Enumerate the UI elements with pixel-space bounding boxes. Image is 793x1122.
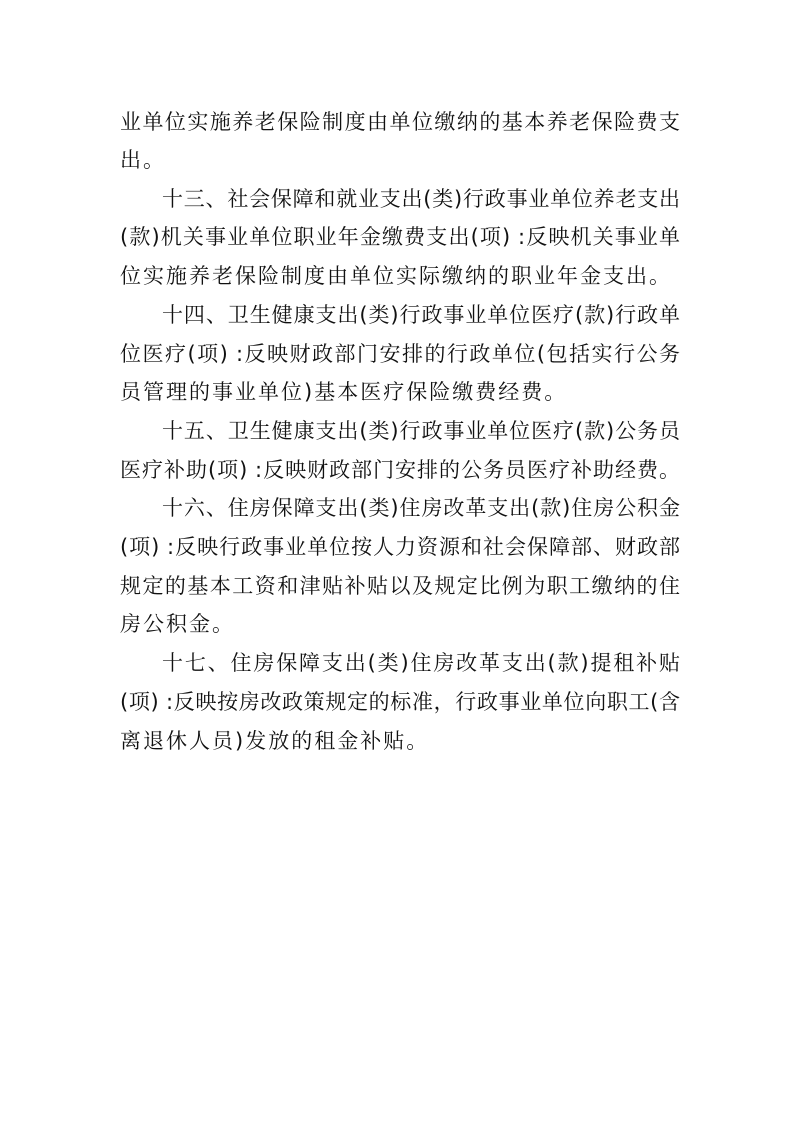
text-line: 位医疗(项) :反映财政部门安排的行政单位(包括实行公务: [120, 342, 680, 366]
text-line: 业单位实施养老保险制度由单位缴纳的基本养老保险费支: [120, 110, 680, 134]
text-line: (项) :反映按房改政策规定的标准，行政事业单位向职工(含: [120, 690, 680, 714]
text-line: 十六、住房保障支出(类)住房改革支出(款)住房公积金: [162, 496, 680, 520]
text-line: 十七、住房保障支出(类)住房改革支出(款)提租补贴: [162, 651, 680, 675]
text-line: 十四、卫生健康支出(类)行政事业单位医疗(款)行政单: [162, 303, 680, 327]
text-line: 离退休人员)发放的租金补贴。: [120, 729, 430, 753]
text-line: 出。: [120, 148, 166, 172]
text-line: 医疗补助(项) :反映财政部门安排的公务员医疗补助经费。: [120, 458, 680, 482]
text-line: 位实施养老保险制度由单位实际缴纳的职业年金支出。: [120, 264, 672, 288]
text-line: 规定的基本工资和津贴补贴以及规定比例为职工缴纳的住: [120, 574, 680, 598]
text-line: 十五、卫生健康支出(类)行政事业单位医疗(款)公务员: [162, 419, 680, 443]
text-line: 十三、社会保障和就业支出(类)行政事业单位养老支出: [162, 187, 680, 211]
text-line: (款)机关事业单位职业年金缴费支出(项) :反映机关事业单: [120, 225, 680, 249]
text-line: 房公积金。: [120, 612, 235, 636]
text-line: (项) :反映行政事业单位按人力资源和社会保障部、财政部: [120, 535, 680, 559]
text-line: 员管理的事业单位)基本医疗保险缴费经费。: [120, 380, 568, 404]
